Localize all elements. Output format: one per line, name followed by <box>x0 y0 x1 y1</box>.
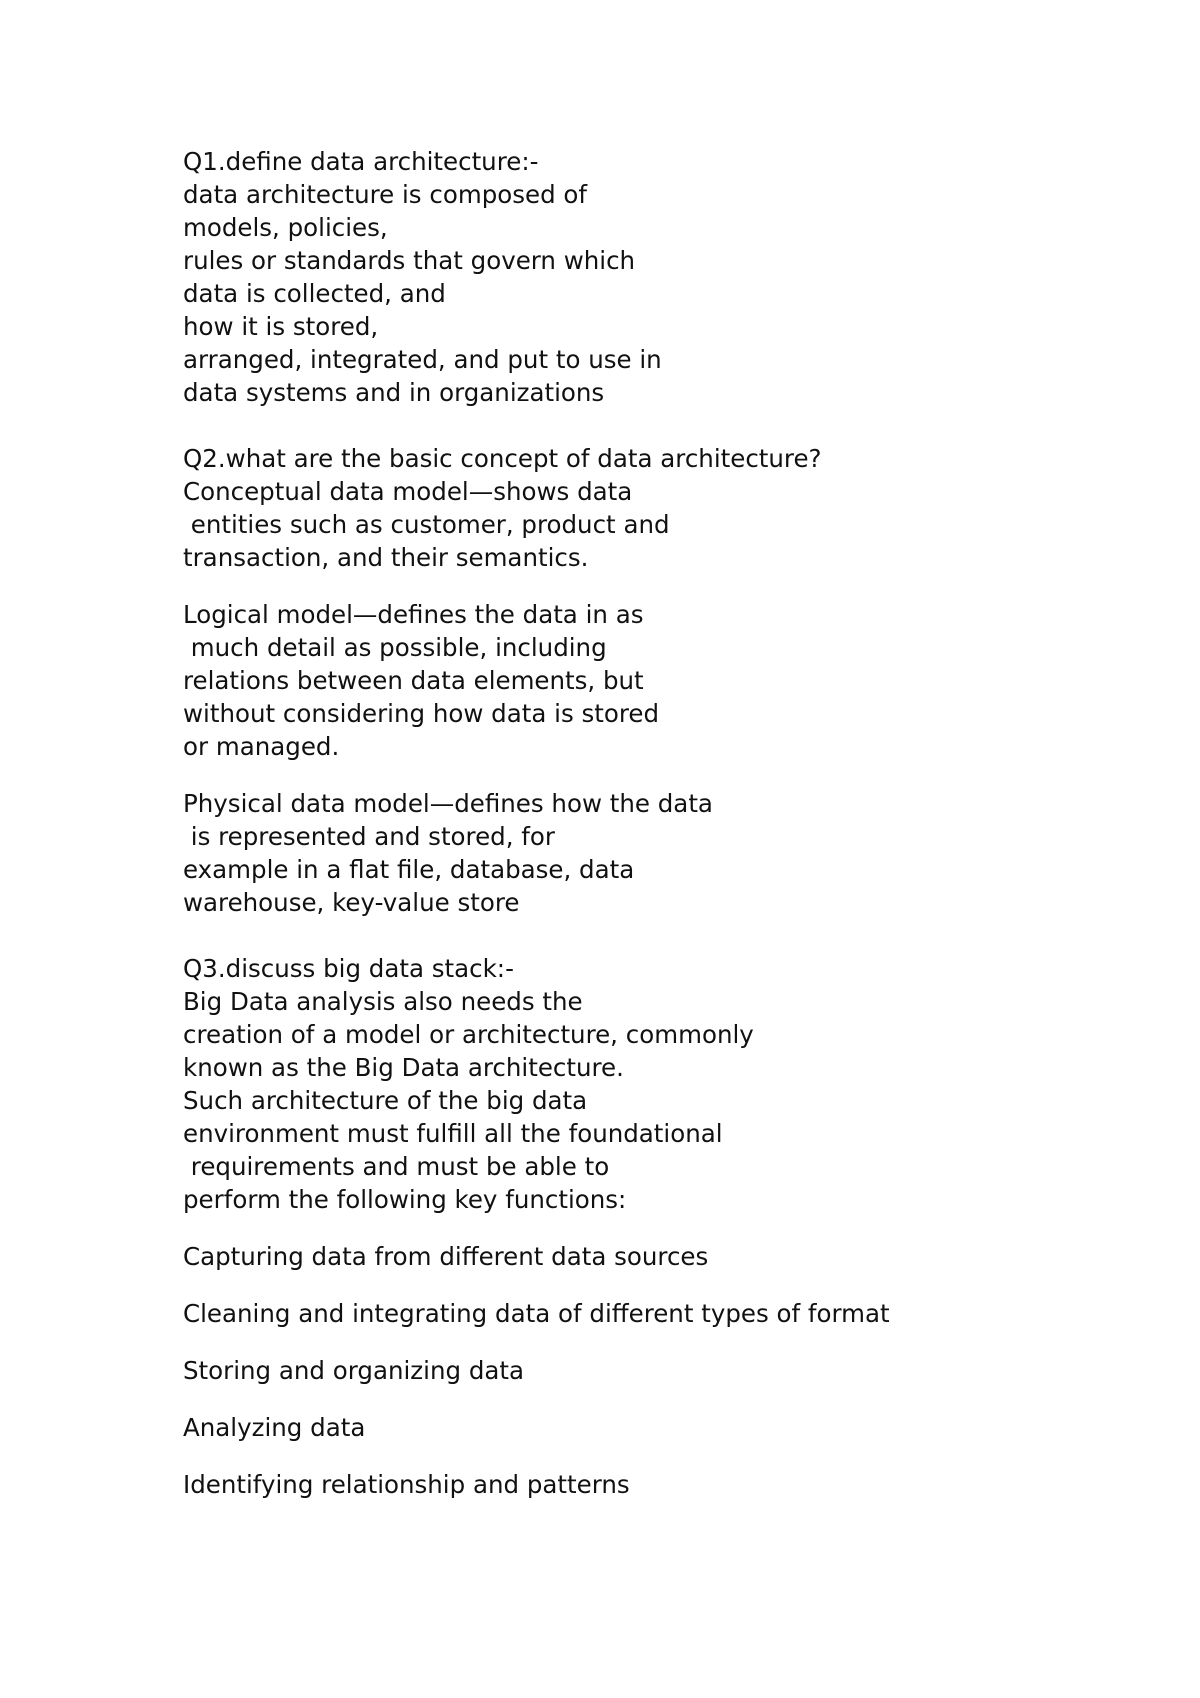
logical-model-line: relations between data elements, but <box>183 666 644 695</box>
physical-model-paragraph <box>183 787 1143 919</box>
spacer <box>183 1387 1143 1411</box>
key-function-item: Identifying relationship and patterns <box>183 1470 630 1499</box>
logical-model-line: or managed. <box>183 732 340 761</box>
q1-section <box>183 145 1143 409</box>
physical-model-line: warehouse, key-value store <box>183 888 520 917</box>
q1-text-line: data systems and in organizations <box>183 378 605 407</box>
q1-text-line: rules or standards that govern which <box>183 246 636 275</box>
q3-heading: Q3.discuss big data stack:- <box>183 954 514 983</box>
q1-text-line: data architecture is composed of <box>183 180 588 209</box>
spacer <box>183 574 1143 598</box>
q1-text-line: data is collected, and <box>183 279 446 308</box>
logical-model-line: Logical model—defines the data in as <box>183 600 644 629</box>
physical-model-line: Physical data model—defines how the data <box>183 789 713 818</box>
q1-text-line: arranged, integrated, and put to use in <box>183 345 662 374</box>
key-function-item: Analyzing data <box>183 1413 366 1442</box>
q3-text-line: creation of a model or architecture, commonly <box>183 1020 754 1049</box>
key-function-item: Cleaning and integrating data of different types of format <box>183 1299 890 1328</box>
q3-text-line: Big Data analysis also needs the <box>183 987 583 1016</box>
q2-heading: Q2.what are the basic concept of data architecture? <box>183 444 822 473</box>
q3-text-line: known as the Big Data architecture. <box>183 1053 624 1082</box>
spacer <box>183 409 1143 442</box>
q2-text-line: entities such as customer, product and <box>183 510 670 539</box>
spacer <box>183 1273 1143 1297</box>
logical-model-line: much detail as possible, including <box>183 633 607 662</box>
q3-text-line: perform the following key functions: <box>183 1185 627 1214</box>
q1-text-line: how it is stored, <box>183 312 379 341</box>
spacer <box>183 1444 1143 1468</box>
q3-text-line: Such architecture of the big data <box>183 1086 588 1115</box>
logical-model-paragraph <box>183 598 1143 763</box>
key-function-item: Capturing data from different data sources <box>183 1242 709 1271</box>
logical-model-line: without considering how data is stored <box>183 699 660 728</box>
q3-text-line: requirements and must be able to <box>183 1152 610 1181</box>
q1-heading: Q1.define data architecture:- <box>183 147 539 176</box>
q2-text-line: Conceptual data model—shows data <box>183 477 633 506</box>
q3-section <box>183 952 1143 1216</box>
spacer <box>183 1216 1143 1240</box>
spacer <box>183 1330 1143 1354</box>
q2-text-line: transaction, and their semantics. <box>183 543 589 572</box>
spacer <box>183 763 1143 787</box>
document-body <box>183 145 1143 1501</box>
q2-section <box>183 442 1143 574</box>
key-function-item: Storing and organizing data <box>183 1356 525 1385</box>
physical-model-line: is represented and stored, for <box>183 822 555 851</box>
q1-text-line: models, policies, <box>183 213 388 242</box>
q3-text-line: environment must fulfill all the foundational <box>183 1119 723 1148</box>
physical-model-line: example in a flat file, database, data <box>183 855 635 884</box>
spacer <box>183 919 1143 952</box>
